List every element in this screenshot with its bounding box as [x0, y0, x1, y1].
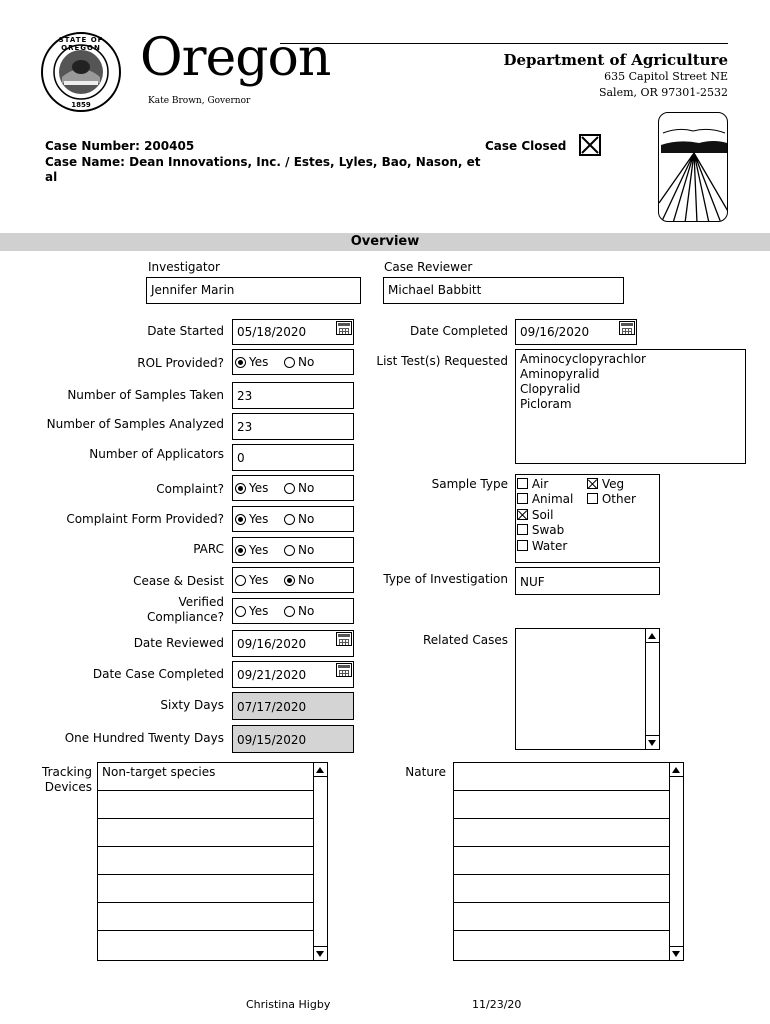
nature-row[interactable]: [454, 847, 669, 875]
rol-provided-radio-group: [232, 349, 354, 375]
complaint-form-radio-group: [232, 506, 354, 532]
nature-row[interactable]: [454, 763, 669, 791]
tracking-devices-label-line2: Devices: [44, 780, 92, 794]
investigator-field[interactable]: Jennifer Marin: [146, 277, 361, 304]
scroll-down-icon[interactable]: [670, 946, 683, 960]
date-completed-label: Date Completed: [410, 324, 508, 338]
date-started-calendar-icon[interactable]: [336, 321, 352, 335]
samples-taken-label: Number of Samples Taken: [67, 388, 224, 402]
parc-radio-group: [232, 537, 354, 563]
case-closed-label: Case Closed: [485, 139, 567, 153]
case-number: Case Number: 200405: [45, 139, 195, 153]
nature-scrollbar[interactable]: [669, 763, 683, 960]
sample-water-checkbox[interactable]: Water: [517, 539, 567, 553]
tracking-row[interactable]: [98, 875, 313, 903]
verified-yes-radio[interactable]: Yes: [235, 604, 268, 618]
complaint-form-no-radio[interactable]: No: [284, 512, 314, 526]
scroll-up-icon[interactable]: [670, 763, 683, 777]
complaint-radio-group: [232, 475, 354, 501]
sample-air-checkbox[interactable]: Air: [517, 477, 548, 491]
scroll-down-icon[interactable]: [646, 735, 659, 749]
tracking-row[interactable]: [98, 847, 313, 875]
case-closed-checkbox[interactable]: [579, 134, 601, 156]
tracking-row[interactable]: [98, 931, 313, 959]
scroll-up-icon[interactable]: [314, 763, 327, 777]
samples-taken-field[interactable]: 23: [232, 382, 354, 409]
header-rule: [280, 43, 728, 44]
test-item: Clopyralid: [520, 382, 581, 396]
samples-analyzed-field[interactable]: 23: [232, 413, 354, 440]
date-reviewed-field[interactable]: 09/16/2020: [232, 630, 354, 657]
applicators-field[interactable]: 0: [232, 444, 354, 471]
case-name-line1: Case Name: Dean Innovations, Inc. / Estes, Lyles, Bao, Nason, et: [45, 155, 481, 169]
nature-label: Nature: [405, 765, 446, 779]
tracking-row[interactable]: [98, 819, 313, 847]
test-item: Picloram: [520, 397, 572, 411]
cease-desist-yes-radio[interactable]: Yes: [235, 573, 268, 587]
parc-no-radio[interactable]: No: [284, 543, 314, 557]
cease-desist-label: Cease & Desist: [133, 574, 224, 588]
investigation-type-label: Type of Investigation: [383, 572, 508, 586]
tracking-devices-table[interactable]: [97, 762, 328, 961]
nature-row[interactable]: [454, 875, 669, 903]
verified-no-radio[interactable]: No: [284, 604, 314, 618]
tracking-row[interactable]: [98, 903, 313, 931]
date-completed-calendar-icon[interactable]: [619, 321, 635, 335]
tests-requested-list[interactable]: [515, 349, 746, 464]
investigation-type-field[interactable]: NUF: [515, 567, 660, 595]
nature-row[interactable]: [454, 819, 669, 847]
date-completed-field[interactable]: 09/16/2020: [515, 319, 637, 345]
tracking-row[interactable]: [98, 791, 313, 819]
complaint-form-label: Complaint Form Provided?: [66, 512, 224, 526]
nature-table[interactable]: [453, 762, 684, 961]
date-started-field[interactable]: 05/18/2020: [232, 319, 354, 345]
address-line1: 635 Capitol Street NE: [604, 70, 728, 83]
state-seal: [40, 31, 122, 113]
test-item: Aminopyralid: [520, 367, 600, 381]
case-name-line2: al: [45, 170, 58, 184]
date-case-completed-label: Date Case Completed: [92, 667, 224, 681]
nature-row[interactable]: [454, 903, 669, 931]
overview-section-bar: [0, 233, 770, 251]
oregon-wordmark: Oregon: [140, 28, 331, 88]
sample-type-label: Sample Type: [431, 477, 508, 491]
one-twenty-days-label: One Hundred Twenty Days: [64, 731, 224, 745]
cease-desist-no-radio[interactable]: No: [284, 573, 314, 587]
rol-provided-label: ROL Provided?: [137, 356, 224, 370]
investigator-label: Investigator: [148, 260, 220, 274]
case-reviewer-field[interactable]: Michael Babbitt: [383, 277, 624, 304]
nature-row[interactable]: [454, 931, 669, 959]
rol-yes-radio[interactable]: Yes: [235, 355, 268, 369]
sample-other-checkbox[interactable]: Other: [587, 492, 636, 506]
date-case-completed-field[interactable]: 09/21/2020: [232, 661, 354, 688]
tracking-devices-label-line1: Tracking: [42, 765, 92, 779]
verified-compliance-radio-group: [232, 598, 354, 624]
governor-text: Kate Brown, Governor: [148, 96, 251, 106]
case-reviewer-label: Case Reviewer: [384, 260, 473, 274]
test-item: Aminocyclopyrachlor: [520, 352, 646, 366]
rol-no-radio[interactable]: No: [284, 355, 314, 369]
tests-requested-label: List Test(s) Requested: [376, 354, 508, 368]
sample-type-box: [515, 474, 660, 563]
complaint-no-radio[interactable]: No: [284, 481, 314, 495]
related-cases-scrollbar[interactable]: [645, 629, 659, 749]
parc-yes-radio[interactable]: Yes: [235, 543, 268, 557]
complaint-form-yes-radio[interactable]: Yes: [235, 512, 268, 526]
related-cases-label: Related Cases: [422, 633, 508, 647]
seal-year: 1859: [71, 101, 91, 109]
verified-compliance-label-line1: Verified: [178, 595, 224, 609]
footer-name: Christina Higby: [246, 998, 331, 1011]
sample-animal-checkbox[interactable]: Animal: [517, 492, 573, 506]
tracking-row[interactable]: Non-target species: [98, 763, 313, 791]
department-name: Department of Agriculture: [503, 51, 728, 69]
footer-date: 11/23/20: [472, 998, 522, 1011]
date-started-label: Date Started: [147, 324, 224, 338]
cease-desist-radio-group: [232, 567, 354, 593]
related-cases-list[interactable]: [515, 628, 660, 750]
date-case-completed-calendar-icon[interactable]: [336, 663, 352, 677]
tracking-scrollbar[interactable]: [313, 763, 327, 960]
address-line2: Salem, OR 97301-2532: [598, 86, 728, 99]
verified-compliance-label-line2: Compliance?: [146, 610, 224, 624]
date-reviewed-calendar-icon[interactable]: [336, 632, 352, 646]
one-twenty-days-field: 09/15/2020: [232, 725, 354, 753]
nature-row[interactable]: [454, 791, 669, 819]
scroll-up-icon[interactable]: [646, 629, 659, 643]
sample-soil-checkbox[interactable]: Soil: [517, 508, 553, 522]
complaint-yes-radio[interactable]: Yes: [235, 481, 268, 495]
seal-top-text: STATE OF OREGON: [58, 36, 104, 52]
samples-analyzed-label: Number of Samples Analyzed: [46, 417, 224, 431]
field-illustration: [658, 112, 728, 222]
date-reviewed-label: Date Reviewed: [133, 636, 224, 650]
applicators-label: Number of Applicators: [89, 447, 224, 461]
sixty-days-field: 07/17/2020: [232, 692, 354, 720]
sixty-days-label: Sixty Days: [160, 698, 224, 712]
complaint-label: Complaint?: [156, 482, 224, 496]
parc-label: PARC: [193, 542, 224, 556]
sample-swab-checkbox[interactable]: Swab: [517, 523, 564, 537]
overview-title: Overview: [350, 234, 420, 249]
scroll-down-icon[interactable]: [314, 946, 327, 960]
sample-veg-checkbox[interactable]: Veg: [587, 477, 624, 491]
